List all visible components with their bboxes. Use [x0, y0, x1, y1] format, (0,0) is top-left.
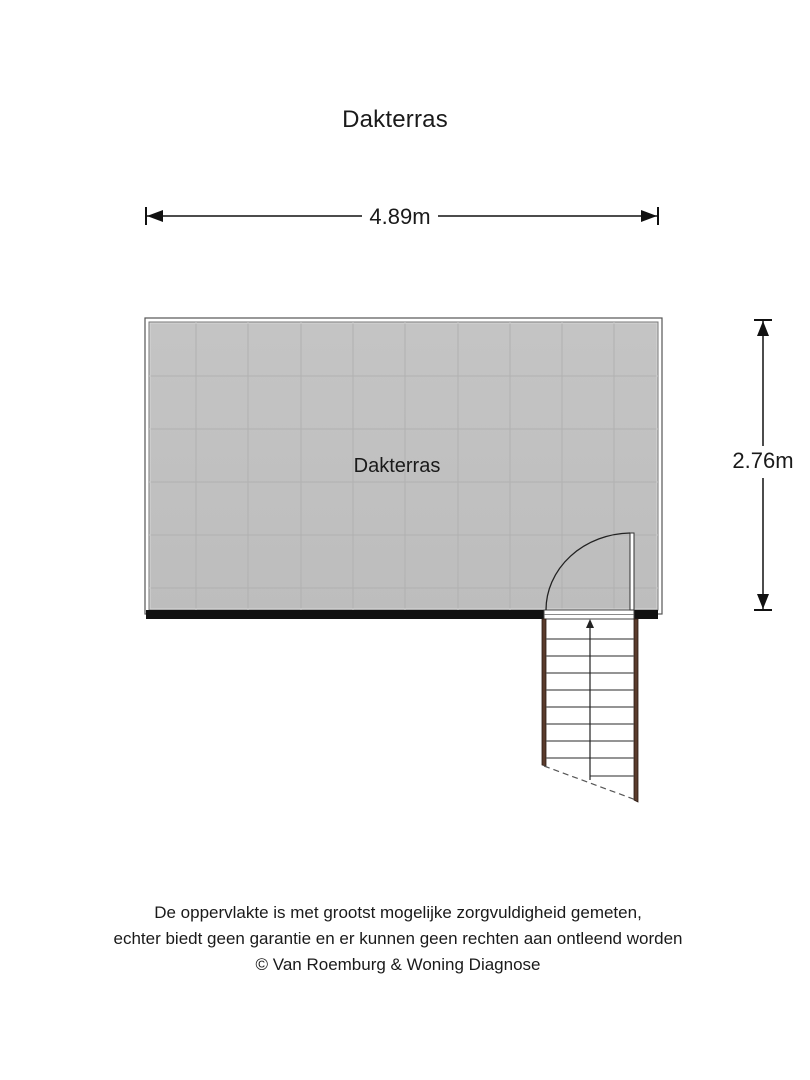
width-dimension	[146, 204, 658, 229]
depth-label: 2.76m	[732, 448, 794, 473]
disclaimer-line-1: De oppervlakte is met grootst mogelijke zorgvuldigheid gemeten,	[154, 903, 642, 922]
disclaimer-copyright: © Van Roemburg & Woning Diagnose	[255, 955, 541, 974]
arrow-right-icon	[641, 210, 657, 222]
disclaimer	[0, 900, 796, 978]
room-label: Dakterras	[353, 455, 441, 477]
arrow-up-icon	[757, 321, 769, 336]
staircase	[542, 619, 638, 802]
stair-arrow-icon	[586, 619, 594, 628]
arrow-left-icon	[147, 210, 163, 222]
disclaimer-line-2: echter biedt geen garantie en er kunnen geen rechten aan ontleend worden	[113, 929, 683, 948]
room-dakterras	[145, 318, 662, 614]
depth-dimension	[732, 320, 793, 610]
arrow-down-icon	[757, 594, 769, 609]
width-label: 4.89m	[369, 204, 431, 229]
floor-title: Dakterras	[342, 106, 448, 133]
